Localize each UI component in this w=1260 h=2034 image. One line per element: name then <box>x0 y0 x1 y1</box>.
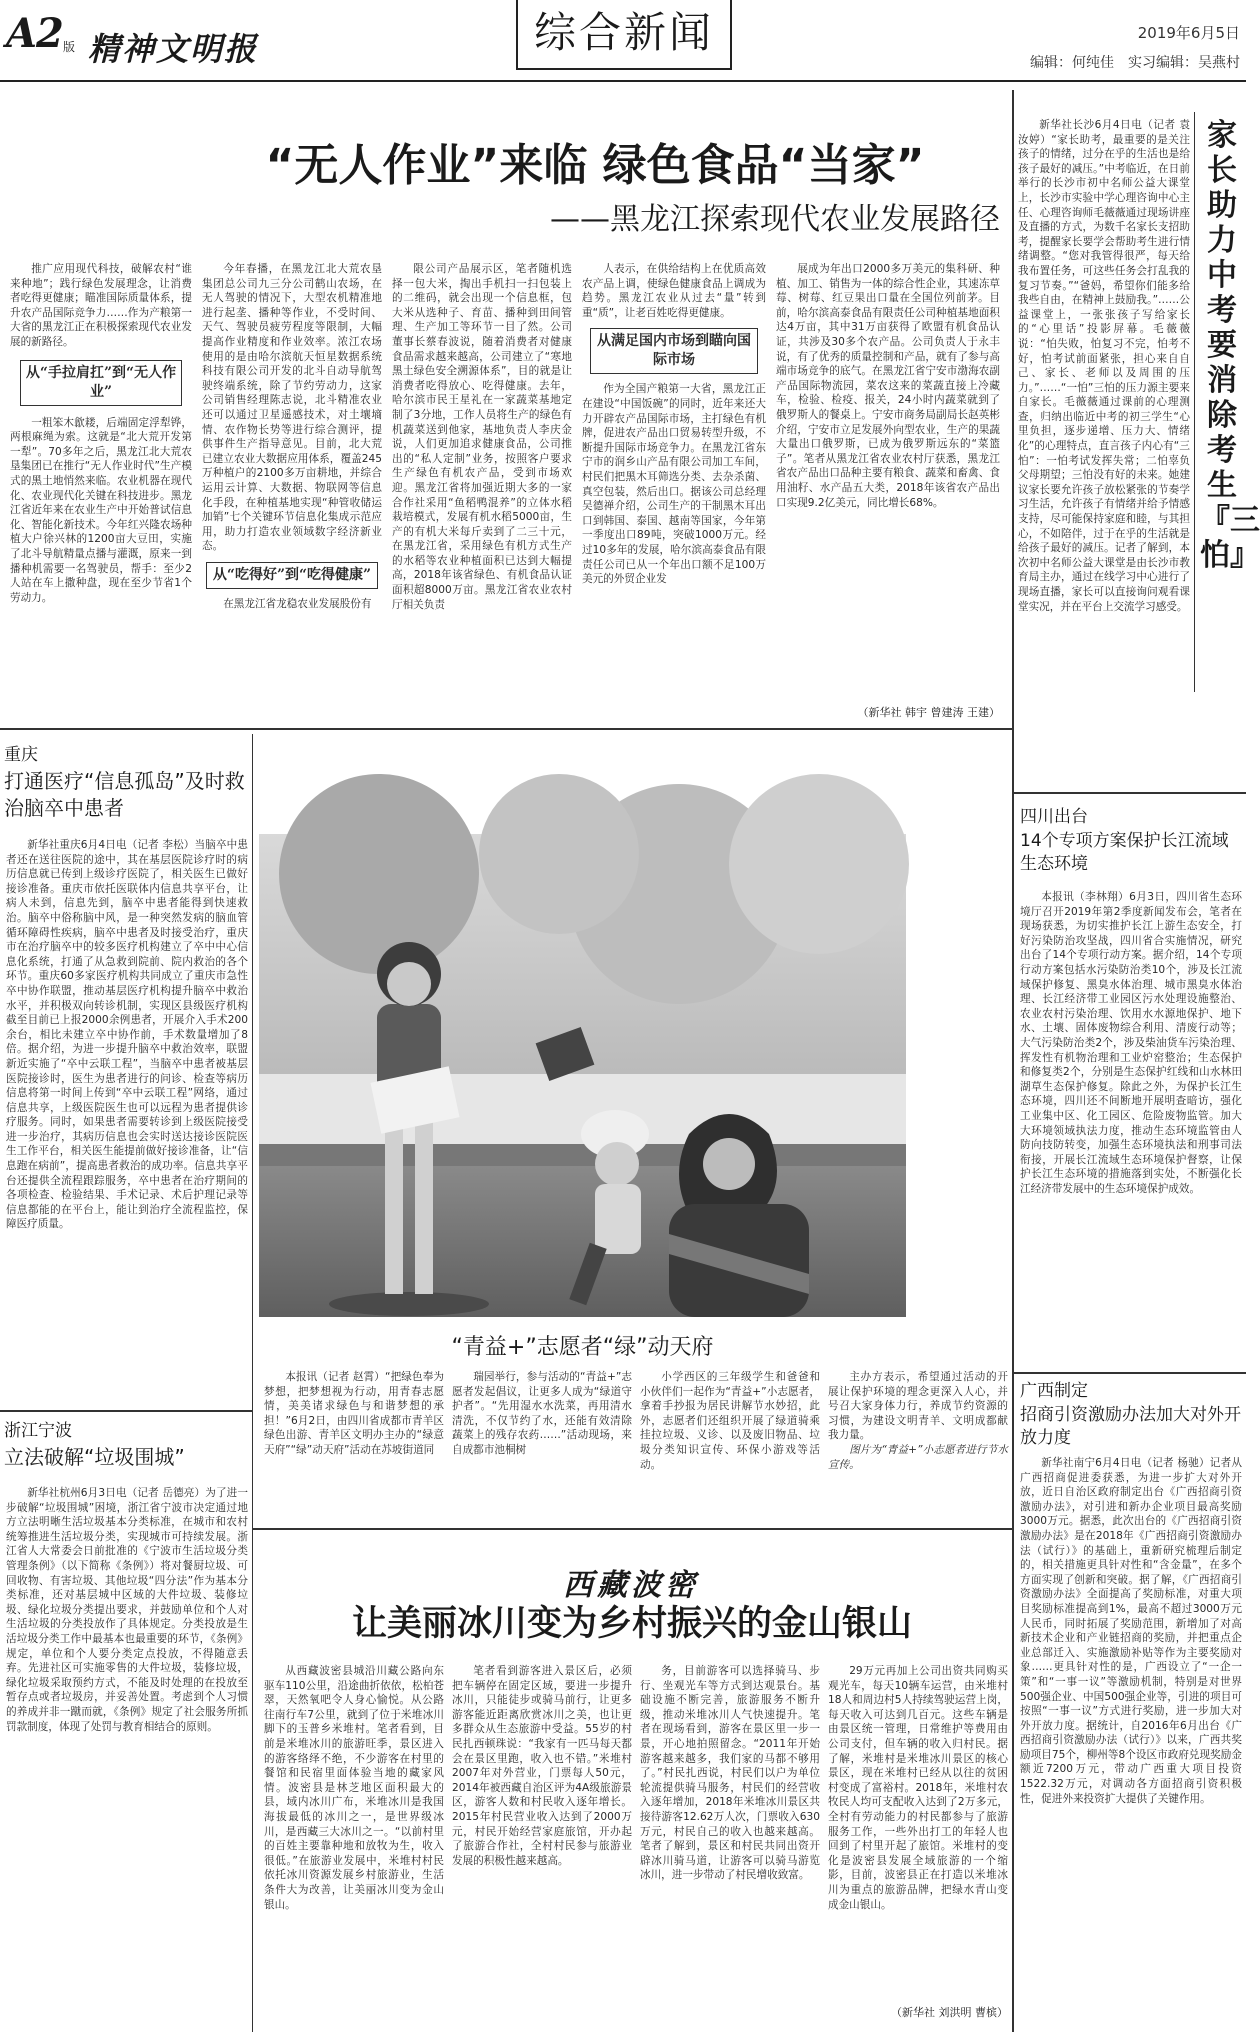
feature-column-2 <box>452 1664 632 2018</box>
story-paragraph: 笔者看到游客进入景区后，必须把车辆停在固定区域，要进一步提升冰川，只能徒步或骑马前行，让更多游客能近距离欣赏冰川之美，也让更多群众从生态旅游中受益。55岁的村民扎西顿珠说：“我家有一匹马每天都会在景区里跑，收入也不错。”米堆村2007年对外营业，门票每人50元，2014年被西藏自治区评为4A级旅游景区，游客人数和村民收入逐年增长。2015年村民营业收入达到了2000万元，村民开始经营家庭旅馆，开办起了旅游合作社，全村村民参与旅游业发展的积极性越来越高。 <box>452 1665 632 1867</box>
mid-column-4 <box>828 1370 1008 1522</box>
editors-line: 编辑：何纯佳 实习编辑：吴燕村 <box>1030 55 1240 71</box>
lead-paragraph: 今年春播，在黑龙江北大荒农垦集团总公司九三分公司鹤山农场，在无人驾驶的情况下，大型农机精准地进行起垄、播种等作业，不受时间、天气、驾驶员疲劳程度等限制，大幅提高作业精度和作业效率。浓江农场使用的是由哈尔滨航天恒星数据系统科技有限公司开发的北斗自动导航驾驶终端系统，除了节约劳动力，这家公司销售经理陈志说，北斗精准农业还可以通过卫星遥感技术，对土壤墒情、农作物长势等进行综合测评，提供事件生产指导意见。目前，北大荒已建立农业大数据应用体系，覆盖245万种植户的2100多万亩耕地，并综合运用云计算、大数据、物联网等信息化手段，在种植基地实现“种管收储运加销”七个关键环节信息化集成示范应用，助力打造农业领域数字经济新业态。 <box>202 263 382 553</box>
divider <box>1194 112 1195 692</box>
story-paragraph: 新华社杭州6月3日电（记者 岳德亮）为了进一步破解“垃圾围城”困境，浙江省宁波市决定通过地方立法明晰生活垃圾基本分类标准，在城市和农村统筹推进生活垃圾分类，实现城市可持续发展。浙江省人大常委会日前批准的《宁波市生活垃圾分类管理条例》（以下简称《条例》）将对餐厨垃圾、可回收物、有害垃圾、其他垃圾“四分法”作为基本分类标准，还对基层城中区域的大件垃圾、装修垃圾、绿化垃圾分类提出要求，并鼓励单位和个人对生活垃圾的分类投放作了具体规定。分类投放是生活垃圾分类工作中最基本也最重要的环节，《条例》规定，单位和个人要分类定点投放，不得随意丢弃。先进社区可实施零售的大件垃圾，装修垃圾，绿化垃圾采取预约方式，不能及时处理的在投放至暂存点或者垃圾房，并妥善处置。考虑到个人习惯的养成并非一蹴而就，《条例》规定了社会服务所抓罚款制度，体现了处罚与教育相结合的原则。 <box>6 1487 248 1733</box>
story-paragraph: 本报讯（记者 赵霄）“把绿色奉为梦想，把梦想视为行动，用青春志愿情，美美诸求绿色与和谐梦想的承担！”6月2日，由四川省成都市青羊区绿色出游、青羊区文明办主办的“绿意天府”“绿”动天府”活动在苏坡街道同 <box>264 1371 444 1456</box>
section-title: 综合新闻 <box>516 0 732 70</box>
lead-column-3 <box>392 262 572 720</box>
right-story-3-body <box>1020 1456 1242 2030</box>
divider <box>1014 792 1246 794</box>
divider <box>1012 90 1014 2032</box>
story-paragraph: 瑞园举行，参与活动的“青益+”志愿者发起倡议，让更多人成为“绿道守护者”。“先用湿水水洗菜，再用清水清洗，不仅节约了水，还能有效清除蔬菜上的残存农药……”活动现场，来自成都市池桐树 <box>452 1371 632 1456</box>
divider <box>0 728 1012 730</box>
lead-paragraph: 人表示，在供给结构上在优质高效农产品上调，使绿色健康食品上调成为趋势。黑龙江农业从过去“量”转到重“质”，让老百姓吃得更健康。 <box>582 263 766 319</box>
page-suffix: 版 <box>63 40 76 54</box>
lead-paragraph: 限公司产品展示区，笔者随机选择一包大米，掏出手机扫一扫包装上的二维码，就会出现一个信息框，包大米从选种子、育苗、播种到田间管理、生产加工等环节一目了然。公司董事长蔡春波说，随着消费者对健康食品需求越来越高，公司建立了“寒地黑土绿色安全溯源体系”，目的就是让消费者吃得放心、吃得健康。去年，哈尔滨市民王星礼在一家蔬菜基地定制了3分地，工作人员将生产的绿色有机蔬菜送到他家，基地负责人李庆金说，人们更加追求健康食品，公司推出的“私人定制”业务，按照客户要求生产绿色有机农产品，受到市场欢迎。黑龙江省将加强近期大多的一家合作社采用“鱼稻鸭混养”的立体水稻栽培模式，发展有机水稻5000亩，生产的有机大米每斤卖到了二三十元，在黑龙江省，采用绿色有机方式生产的水稻等农业种植面积已达到大幅提高，2018年该省绿色、有机食品认证面积超8000万亩。黑龙江省农业农村厅相关负责 <box>392 263 572 611</box>
page-number <box>6 10 63 57</box>
subheading: 从满足国内市场到瞄向国际市场 <box>590 328 758 374</box>
right-story-2-title: 14个专项方案保护长江流域生态环境 <box>1020 831 1229 874</box>
divider <box>252 734 253 2032</box>
right-story-1-body <box>1018 118 1190 688</box>
divider <box>0 1410 252 1412</box>
divider <box>1014 1372 1246 1374</box>
mid-column-1 <box>264 1370 444 1522</box>
paper-name: 精神文明报 <box>88 30 259 68</box>
feature-title: 让美丽冰川变为乡村振兴的金山银山 <box>351 1604 912 1644</box>
lead-paragraph: 一粗笨木歙耧，后端固定浮犁铧，两根麻绳为索。这就是“北大荒开发第一犁”。70多年之后，黑龙江北大荒农垦集团已在推行“无人作业时代”生产模式的黑土地悄然来临。农业机器在现代化、农业现代化关键在科技进步。黑龙江省近年来在农业生产中开始普试信息化、智能化新技术。今年红兴隆农场种植大户徐兴林的1200亩大豆田，实施了北斗导航精量点播与灌溉，原来一到播种机需要一名驾驶员，帮手：至少2人站在车上撒种盘，现在至少节省1个劳动力。 <box>10 416 192 604</box>
lead-column-5 <box>776 262 1000 702</box>
lead-paragraph: 推广应用现代科技，破解农村“谁来种地”；践行绿色发展理念，让消费者吃得更健康；瞄准国际质量体系，提升农产品国际竞争力……作为产粮第一大省的黑龙江正在积极探索现代农业发展的新路径。 <box>10 263 192 348</box>
masthead <box>0 0 1246 82</box>
story-paragraph: 小学西区的三年级学生和爸爸和小伙伴们一起作为“青益+”小志愿者，拿着手抄报为居民讲解节水妙招，此外，志愿者们还组织开展了绿道骑乘挂拉垃圾、义诊、以及废旧物品、垃圾分类知识宣传、环保小游戏等活动。 <box>640 1371 820 1471</box>
right-story-3-title: 招商引资激励办法加大对外开放力度 <box>1020 1405 1241 1448</box>
lead-title: “无人作业”来临 绿色食品“当家” <box>265 140 925 191</box>
left-story-3-region: 浙江宁波 <box>4 1421 72 1441</box>
photo-caption: “青益+”志愿者“绿”动天府 <box>451 1335 714 1360</box>
right-story-2-region: 四川出台 <box>1020 807 1088 827</box>
page-number-text: A2 <box>6 10 63 57</box>
story-paragraph: 29万元再加上公司出资共同购买观光车，每天10辆车运营，由米堆村18人和周边村5人持续驾驶运营上岗，每天收入可达到几百元。这些车辆是由景区统一管理，日常维护等费用由公司支付，但车辆的收入归村民。据了解，米堆村是米堆冰川景区的核心景区，现在米堆村已经从以往的贫困村变成了富裕村。2018年，米堆村农牧民人均可支配收入达到了2万多元，全村有劳动能力的村民都参与了旅游服务工作，一些外出打工的年轻人也回到了村里开起了旅馆。米堆村的变化是波密县发展全域旅游的一个缩影，目前，波密县正在打造以米堆冰川为重点的旅游品牌，把绿水青山变成金山银山。 <box>828 1665 1008 1911</box>
lead-byline: （新华社 韩宇 曾建涛 王建） <box>857 706 1000 719</box>
divider <box>252 1528 1012 1530</box>
story-paragraph: 从西藏波密县城沿川藏公路向东驱车110公里，沿途曲折依依，松柏苍翠，天然氧吧令人身心愉悦。从公路往南行车7公里，就到了位于米堆冰川脚下的玉普乡米堆村。笔者看到，目前是米堆冰川的旅游旺季，景区进入的游客络绎不绝，不少游客在村里的餐馆和民宿里面体验当地的藏家风情。波密县是林芝地区面积最大的县，域内冰川广布，米堆冰川是我国海拔最低的冰川之一，是世界级冰川，是西藏三大冰川之一。“以前村里的百姓主要靠种地和放牧为生，收入很低。”在旅游业发展中，米堆村村民依托冰川资源发展乡村旅游业，生活条件大为改善，让美丽冰川变为金山银山。 <box>264 1665 444 1911</box>
feature-byline: （新华社 刘洪明 曹槟） <box>891 2006 1008 2019</box>
left-story-3-body <box>6 1486 248 2026</box>
lead-column-2 <box>202 262 382 720</box>
feature-column-4 <box>828 1664 1008 2000</box>
mid-column-3 <box>640 1370 820 1522</box>
left-story-2-region: 重庆 <box>4 745 38 765</box>
subheading: 从“手拉肩扛”到“无人作业” <box>20 360 182 406</box>
story-paragraph: 主办方表示，希望通过活动的开展让保护环境的理念更深入人心，并号召大家身体力行，养成节约资源的习惯，为建设文明青羊、文明成都献我力量。 <box>828 1371 1008 1442</box>
story-paragraph: 务，目前游客可以选择骑马、步行、坐观光车等方式到达观景台。基础设施不断完善，旅游服务不断升级，推动米堆冰川人气快速提升。笔者在现场看到，游客在景区里一步一景，开心地拍照留念。“2011年开始游客越来越多，我们家的马都不够用了。”村民扎西说，村民们以户为单位轮流提供骑马服务，村民们的经营收入逐年增加，2018年米堆冰川景区共接待游客12.62万人次，门票收入630万元，村民自己的收入也越来越高。笔者了解到，景区和村民共同出资开辟冰川骑马道，让游客可以骑马游览冰川，进一步带动了村民增收致富。 <box>640 1665 820 1882</box>
right-story-3-region: 广西制定 <box>1020 1381 1088 1401</box>
story-paragraph: 本报讯（李林翔）6月3日，四川省生态环境厅召开2019年第2季度新闻发布会，笔者在现场获悉，为切实推护长江上游生态安全，打好污染防治攻坚战，四川省合实施情况，研究出台了14个专项行动方案。据介绍，14个专项行动方案包括水污染防治类10个，涉及长江流域保护修复、黑臭水体治理、城市黑臭水体治理、长江经济带工业园区污水处理设施整治、农业农村污染治理、饮用水水源地保护、地下水、土壤、固体废物综合利用、清废行动等；大气污染防治类2个，涉及柴油货车污染治理、挥发性有机物治理和工业炉窑整治；生态保护和修复类2个，分别是生态保护红线和山水林田湖草生态保护修复。除此之外，为保护长江生态环境，四川还不间断地开展明查暗访，强化工业集中区、化工园区、危险废物监管。加大大环境领域执法力度，推动生态环境监管由人防向技防转变，加强生态环境执法和刑事司法衔接，开展长江流域生态环境保护督察，让保护长江生态环境的措施落到实处，不断强化长江经济带发展中的生态环境保护成效。 <box>1020 891 1242 1195</box>
feature-column-3 <box>640 1664 820 2018</box>
subheading: 从“吃得好”到“吃得健康” <box>206 562 378 589</box>
lead-column-1 <box>10 262 192 720</box>
story-paragraph: 新华社南宁6月4日电（记者 杨驰）记者从广西招商促进委获悉，为进一步扩大对外开放，近日自治区政府制定出台《广西招商引资激励办法》，对引进和新办企业项目最高奖励3000万元。据悉，此次出台的《广西招商引资激励办法》是在2018年《广西招商引资激励办法（试行）》的基础上，重新研究梳理后制定的，相关措施更具针对性和“含金量”，在多个方面实现了创新和突破。据了解，《广西招商引资激励办法》全面提高了奖励标准，对重大项目奖励标准提高到1%，最高不超过3000万元人民币，同时拓展了奖励范围，新增加了对高新技术企业和产业链招商的奖励，并把重点企业总部迁入、实施激励补贴等作为主要奖励对象……更具针对性的是，广西设立了“一企一策”和“一事一议”等激励机制，特别是对世界500强企业、中国500强企业等，引进的项目可按照“一事一议”方式进行奖励，进一步加大对外开放力度。据统计，自2016年6月出台《广西招商引资激励办法（试行）》以来，广西共奖励项目75个，柳州等8个设区市政府兑现奖励金额近7200万元，带动广西重大项目投资1522.32万元，对调动各方面招商引资积极性，促进外来投资扩大提供了关键作用。 <box>1020 1457 1242 1805</box>
lead-paragraph: 在黑龙江省龙稳农业发展股份有 <box>223 597 372 610</box>
left-story-3-title: 立法破解“垃圾围城” <box>4 1445 185 1469</box>
photo-illustration <box>259 834 906 1317</box>
story-paragraph: 新华社长沙6月4日电（记者 袁汝婷）“家长助考，最重要的是关注孩子的情绪，过分在乎的生活也是给孩子最好的减压。”中考临近，在日前举行的长沙市初中名师公益大课堂上，长沙市实验中学心理咨询中心主任、心理咨询师毛薇薇通过现场讲座及直播的方式，为数千名家长支招助考，提醒家长要学会帮助考生进行情绪调整。“您对我管得很严，每天给我布置任务，可这些任务会打乱我的复习节奏。”“爸妈，希望你们能多给我些自由，在精神上鼓励我。”……公益课堂上，一张张孩子写给家长的“心里话”投影屏幕。毛薇薇说：“怕失败，怕复习不完，怕考不好，怕考试前面紧张，担心来自自己、家长、老师以及周围的压力。”……“一怕”三怕的压力源主要来自家长。毛薇薇通过课前的心理测查，归纳出临近中考的初三学生“心里负担，逐步递增、压力大、情绪化”的心理特点，直言孩子内心有“三怕”：一怕考试发挥失常；二怕辜负父母期望；三怕没有好的未来。她建议家长要允许孩子放松紧张的节奏学习生活，允许孩子有情绪并给予情感支持，尽可能保持家庭和睦，与其担心，不如陪伴，过于在乎的生活就是给孩子最好的减压。记者了解到，本次初中名师公益大课堂是由长沙市教育局主办，通过在线学习中心进行了现场直播，家长可以直接询问观看课堂实况，并在平台上交流学习感受。 <box>1018 119 1190 613</box>
left-story-2-title: 打通医疗“信息孤岛”及时救治脑卒中患者 <box>4 769 245 820</box>
news-photo <box>259 834 906 1317</box>
right-story-1-tail <box>1018 690 1244 790</box>
story-paragraph: 新华社重庆6月4日电（记者 李松）当脑卒中患者还在送往医院的途中，其在基层医院诊疗时的病历信息就已传到上级诊疗医院了，相关医生已做好接诊准备。重庆市依托医联体内信息共享平台，让病人未到，信息先到，脑卒中患者能得到快速救治。脑卒中俗称脑中风，是一种突然发病的脑血管循环障碍性疾病，脑卒中患者及时接受治疗，重庆市在治疗脑卒中的较多医疗机构建立了卒中中心信息化系统，打通了从急救到院前、院内救治的各个环节。重庆60多家医疗机构共同成立了重庆市急性卒中协作联盟，推动基层医疗机构提升脑卒中救治水平，并积极双向转诊机制，实现区县级医疗机构截至目前已上报2000余例患者，开展介入手术200余台，相比未建立卒中协作前，手术数量增加了8倍。据介绍，为进一步提升脑卒中救治效率，联盟新近实施了“卒中云联工程”，当脑卒中患者被基层医院接诊时，医生为患者进行的问诊、检查等病历信息将第一时间上传到“卒中云联工程”网络，通过信息共享，上级医院医生也可以远程为患者提供诊疗服务。同时，如果患者需要转诊到上级医院接受进一步治疗，其病历信息也会实时送达接诊医院医生工作平台，相关医生能提前做好接诊准备，让“信息跑在病前”，提高患者救治的成功率。信息共享平台还提供全流程跟踪服务，卒中患者在治疗期间的各项检查、检验结果、手术记录、术后护理记录等信息都能的在平台上，能让到治疗全流程监控，保障医疗质量。 <box>6 839 248 1231</box>
mid-column-2 <box>452 1370 632 1522</box>
right-story-2-body <box>1020 890 1242 1368</box>
feature-kicker: 西藏波密 <box>563 1568 699 1603</box>
lead-paragraph: 展成为年出口2000多万美元的集科研、种植、加工、销售为一体的综合性企业，其速冻草莓、树莓、红豆果出口量在全国位列前茅。目前，哈尔滨高泰食品有限责任公司种植基地面积达4万亩，其中31万亩获得了欧盟有机食品认证，共涉及30多个农产品。公司负责人于永丰说，有了优秀的质量控制和产品，就有了参与高端市场竞争的底气。在黑龙江省宁安市渤海农副产品国际物流园，菜农这来的菜蔬直接上冷藏车，检验、检疫、报关，24小时内蔬菜就到了俄罗斯人的餐桌上。宁安市商务局副局长赵英彬介绍，宁安市立足发展外向型农业，生产的果蔬大量出口俄罗斯，已成为俄罗斯远东的“菜篮子”。笔者从黑龙江省农业农村厅获悉，黑龙江省农产品出口品种主要有粮食、蔬菜和畜禽、食用油籽、水产品五大类，2018年该省农产品出口实现9.2亿美元，同比增长68%。 <box>776 263 1000 509</box>
issue-date: 2019年6月5日 <box>1137 24 1240 42</box>
lead-paragraph: 作为全国产粮第一大省，黑龙江正在建设“中国饭碗”的同时，近年来还大力开辟农产品国际市场，主打绿色有机牌，促进农产品出口贸易转型升级，不断提升国际市场竞争力。在黑龙江省东宁市的润乡山产品有限公司加工车间，村民们把黑木耳筛选分类、去杂杀菌、真空包装，然后出口。据该公司总经理吴德禅介绍，公司生产的干制黑木耳出口到韩国、泰国、越南等国家，今年第一季度出口89吨，突破1000万元。经过10多年的发展，哈尔滨高泰食品有限责任公司已从一个年出口额不足100万美元的外贸企业发 <box>582 383 766 586</box>
feature-column-1 <box>264 1664 444 2018</box>
right-vertical-title: 家长助力中考要消除考生『三怕』 <box>1200 118 1260 573</box>
lead-column-4 <box>582 262 766 720</box>
photo-note: 图片为“青益+”小志愿者进行节水宣传。 <box>828 1443 1008 1471</box>
left-story-2-body <box>6 838 248 1403</box>
lead-subtitle: ——黑龙江探索现代农业发展路径 <box>550 202 1000 237</box>
